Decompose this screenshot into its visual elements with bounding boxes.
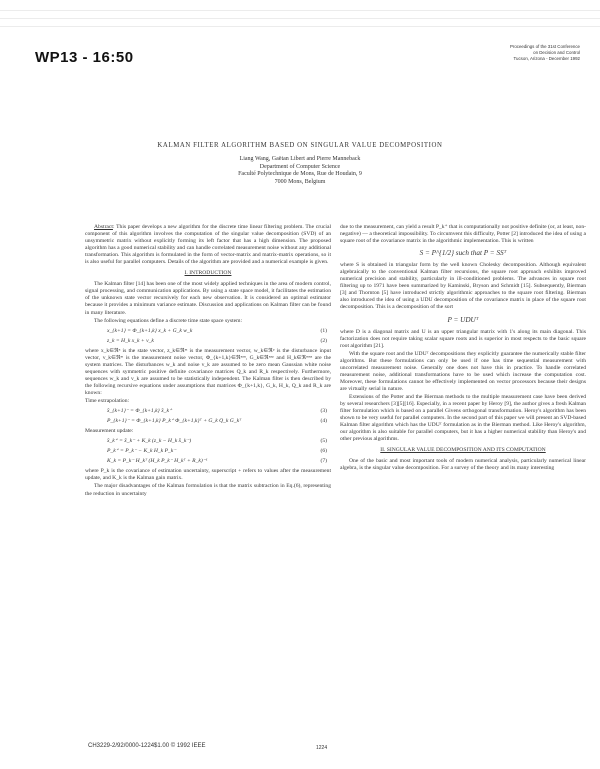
display-equation-sqrt: S = P^{1/2} such that P = SSᵀ	[419, 249, 507, 258]
equation-6: P_k⁺ = P_k⁻ − K_k H_k P_k⁻ (6)	[107, 448, 327, 455]
intro-paragraph-4: Time extrapolation:	[85, 398, 130, 405]
right-paragraph-1: due to the measurement, can yield a result P_k⁺ that is computationally not positive definite (or, at least, non-negative) — a theoretical impossibility. To circumvent this difficulty, Potter [2] introduced the idea of using a square root of the covariance matrix in the algorithmic implementation. This is written	[340, 224, 586, 245]
equation-7: K_k = P_k⁻ H_kᵀ (H_k P_k⁻ H_kᵀ + R_k)⁻¹ (7)	[107, 458, 327, 465]
display-equation-udu: P = UDUᵀ	[447, 315, 479, 324]
right-paragraph-4: With the square root and the UDUᵀ decompositions they explicitly guarantee the numerically stable filter algorithms. But these formulations can only be used if one has time sequential measurement with uncorrelated measurement noise. Generally one does not have this in practice. To handle correlated measurement noise, additional transformations have to be used which increase the computation cost. Moreover, these formulations cannot be effectively implemented on vector processors because their designs are virtually serial in nature.	[340, 350, 586, 392]
abstract-label: Abstract	[94, 224, 113, 230]
right-paragraph-6: One of the basic and most important tools of modern numerical analysis, particularly numerical linear algebra, is the singular value decomposition. For a survey of the theory and its many interesting	[340, 458, 586, 472]
scan-artifact	[0, 18, 600, 19]
equation-1: x_{k+1} = Φ_{k+1,k} x_k + G_k w_k (1)	[107, 327, 327, 334]
page-number: 1224	[316, 745, 328, 751]
author-city: 7000 Mons, Belgium	[274, 178, 326, 185]
scan-artifact	[0, 10, 600, 11]
equation-2: z_k = H_k x_k + v_k (2)	[107, 337, 327, 344]
equation-5: x̂_k⁺ = x̂_k⁻ + K_k (z_k − H_k x̂_k⁻) (5)	[107, 438, 327, 445]
copyright-line: CH3229-2/92/0000-1224$1.00 © 1992 IEEE	[88, 743, 206, 749]
intro-paragraph-7: The major disadvantages of the Kalman formulation is that the matrix subtraction in Eq.(6), representing the reduction in uncertainty	[85, 483, 331, 497]
right-paragraph-5: Extensions of the Potter and the Bierman methods to the multiple measurement case have been derived by several researchers [3][5][16]. Especially, in a recent paper by Heroy [9], the author gives a fresh Kalman filter formulation which is based on a parallel Givens orthogonal transformation. Heroy's algorithm has been shown to be very useful for parallel computers. In the second part of this paper we will present an SVD-based Kalman filter algorithm which has the UDUᵀ formulation as in the Bierman method. Like Heroy's algorithm, our algorithm is also suitable for parallel computers, but it has a higher numerical stability than Heroy's and other previous algorithms.	[340, 393, 586, 443]
intro-paragraph-3: where x_k∈ℜⁿ is the state vector, z_k∈ℜᵐ is the measurement vector, w_k∈ℜᵖ is the disturbance input vector, v_k∈ℜᵐ is the measurement noise vector, Φ_{k+1,k}∈ℜⁿˣⁿ, G_k∈ℜⁿˣᵖ and H_k∈ℜᵐˣⁿ are the system matrices. The disturbances w_k and noise v_k are assumed to be zero mean Gaussian white noise sequences with symmetric positive definite covariance matrices Q_k and R_k respectively. Furthermore, sequences w_k and v_k are assumed to be statistically independent. The Kalman filter is then described by the following recursive equations under assumptions that matrices Φ_{k+1,k}, G_k, H_k, Q_k and R_k are known:	[85, 347, 331, 396]
paper-title: KALMAN FILTER ALGORITHM BASED ON SINGULAR VALUE DECOMPOSITION	[157, 142, 443, 149]
author-block	[0, 156, 600, 186]
right-paragraph-3: where D is a diagonal matrix and U is an upper triangular matrix with 1's along its main diagonal. This factorization does not require taking scalar square roots and is superior in most respects to the basic square root algorithm [21].	[340, 328, 586, 349]
right-column	[340, 224, 586, 473]
session-code: WP13 - 16:50	[35, 49, 134, 66]
abstract-text: : This paper develops a new algorithm for the discrete time linear filtering problem. The crucial component of this algorithm involves the computation of the singular value decomposition (SVD) of an unsymmetric matrix without explicitly forming its left factor that has a high dimension. The proposed algorithm has a good numerical stability and can handle correlated measurement noise without any additional transformation. This algorithm is formulated in the form of vector-matrix and matrix-matrix operations, so it is also useful for parallel computers. Details of the algorithm are provided and a numerical example is given.	[85, 224, 331, 266]
author-names: Liang Wang, Gaëtan Libert and Pierre Manneback	[239, 156, 361, 162]
equation-3: x̂_{k+1}⁻ = Φ_{k+1,k} x̂_k⁺ (3)	[107, 408, 327, 415]
section-heading-svd: II. SINGULAR VALUE DECOMPOSITION AND ITS COMPUTATION	[380, 447, 546, 454]
abstract	[85, 224, 331, 266]
author-institution: Faculté Polytechnique de Mons, Rue de Houdain, 9	[238, 171, 362, 178]
section-heading-intro: I. INTRODUCTION	[184, 270, 232, 277]
intro-paragraph-6: where P_k is the covariance of estimation uncertainty, superscript + refers to values after the measurement update, and K_k is the Kalman gain matrix.	[85, 468, 331, 482]
right-paragraph-2: where S is obtained in triangular form by the well known Cholesky decomposition. Although equivalent algebraically to the conventional Kalman filter recursions, the square root approach exhibits improved numerical precision and stability, particularly in ill-conditioned problems. The advances in square root filtering up to 1971 have been summarized by Kaminski, Bryson and Schmidt [15]. Subsequently, Bierman [3] and Thornton [5] have introduced strictly algorithmic approaches to the square root filtering. Bierman also introduced the idea of using a UDU decomposition of the covariance matrix in place of the square root decomposition. This is a decomposition of the sort	[340, 262, 586, 311]
scan-artifact	[0, 26, 600, 27]
intro-paragraph-1: The Kalman filter [14] has been one of the most widely applied techniques in the area of modern control, signal processing, and communication applications. By using a state space model, it facilitates the estimation of the unknown state vector recursively for each new observation. It is considered an optimal estimator because it provides a minimum variance estimate. Discussion and applications on Kalman filter can be found in many literature.	[85, 281, 331, 316]
intro-paragraph-2: The following equations define a discrete time state space system:	[94, 317, 243, 324]
intro-paragraph-5: Measurement update:	[85, 428, 134, 435]
proceedings-note: Proceedings of the 31st Conference on Decision and Control Tucson, Arizona - December 1992	[509, 44, 580, 61]
left-column	[85, 224, 331, 499]
author-dept: Department of Computer Science	[259, 163, 341, 170]
equation-4: P_{k+1}⁻ = Φ_{k+1,k} P_k⁺ Φ_{k+1,k}ᵀ + G_k Q_k G_kᵀ (4)	[107, 418, 327, 425]
